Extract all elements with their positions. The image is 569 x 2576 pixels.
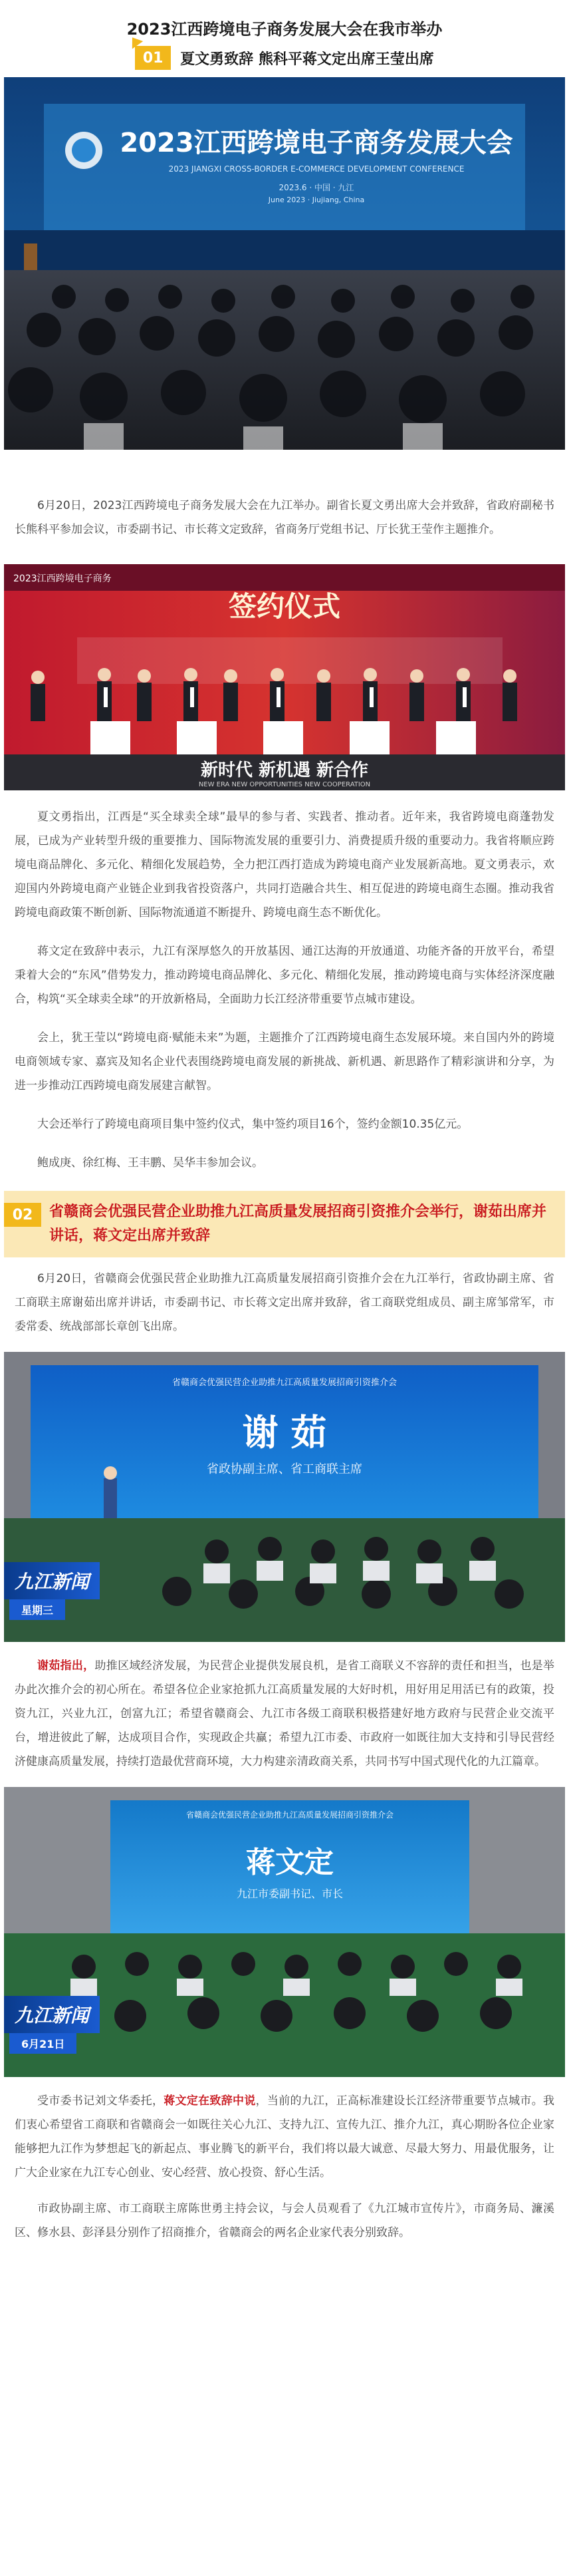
banner-date-en: June 2023 · Jiujiang, China <box>268 196 365 204</box>
news-tag-2: 九江新闻 <box>4 1996 100 2033</box>
day-tag: 星期三 <box>9 1599 65 1620</box>
section2-paragraph-3 <box>15 2089 554 2185</box>
speaker-title-2: 九江市委副书记、市长 <box>236 1887 344 1900</box>
jiang-lead: 蒋文定在致辞中说 <box>164 2094 256 2108</box>
section1-paragraph-2: 夏文勇指出，江西是“买全球卖全球”最早的参与者、实践者、推动者。近年来，我省跨境电商蓬勃发展，已成为产业转型升级的重要推力、国际物流发展的重要引力、消费提质升级的重要动力。我省将顺应跨境电商品牌化、多元化、精细化发展趋势，全力把江西打造成为跨境电商产业发展新高地。夏文勇表示，欢迎国内外跨境电商产业链企业到我省投资落户，共同打造融合共生、相互促进的跨境电商生态圈。推动我省跨境电商政策不断创新、国际物流通道不断提升、跨境电商生态不断优化。 <box>15 810 554 919</box>
banner-date: 2023.6 · 中国 · 九江 <box>279 183 354 192</box>
xieru-rest: 助推区域经济发展，为民营企业提供发展良机，是省工商联义不容辞的责任和担当，也是举办此次推介会的初心所在。希望各位企业家抢抓九江高质量发展的大好时机，用好用足用活已有的政策，投资九江，兴业九江，创富九江；希望省赣商会、九江市各级工商联积极搭建好地方政府与民营企业交流平台，增进彼此了解，达成项目合作，实现政企共赢；希望九江市委、市政府一如既往加大支持和引导民营经济健康高质量发展，持续打造最优营商环境，大力构建亲清政商关系，共同书写中国式现代化的九江篇章。 <box>15 1659 555 1768</box>
banner-en: 2023 JIANGXI CROSS-BORDER E-COMMERCE DEVELOPMENT CONFERENCE <box>168 164 465 174</box>
signing-ceremony-image <box>4 564 565 790</box>
speaker-name: 谢 茹 <box>242 1412 327 1454</box>
section1-paragraph-3: 蒋文定在致辞中表示，九江有深厚悠久的开放基因、通江达海的开放通道、功能齐备的开放平台，希望秉着大会的“东风”借势发力，推动跨境电商品牌化、多元化、精细化发展，推动跨境电商与实体经济深度融合，构筑“买全球卖全球”的开放新格局，全面助力长江经济带重要节点城市建设。 <box>15 945 554 1006</box>
section2-paragraph-2 <box>15 1654 554 1774</box>
xieru-lead: 谢茹指出， <box>37 1659 95 1673</box>
section2-paragraph-4: 市政协副主席、市工商联主席陈世勇主持会议，与会人员观看了《九江城市宣传片》，市商务局、濂溪区、修水县、彭泽县分别作了招商推介，省赣商会的两名企业家代表分别致辞。 <box>15 2202 554 2239</box>
section1-subtitle: 夏文勇致辞 熊科平蒋文定出席王莹出席 <box>180 51 434 68</box>
jiang-intro: 受市委书记刘文华委托， <box>37 2094 164 2108</box>
conference-photo <box>4 77 565 450</box>
section1-paragraph-6: 鲍成庚、徐红梅、王丰鹏、吴华丰参加会议。 <box>37 1156 263 1170</box>
screen-header: 省赣商会优强民营企业助推九江高质量发展招商引资推介会 <box>171 1378 398 1388</box>
speaker-name-2: 蒋文定 <box>246 1846 334 1879</box>
section2-title: 省赣商会优强民营企业助推九江高质量发展招商引资推介会举行，谢茹出席并讲话，蒋文定出席并致辞 <box>49 1204 547 1244</box>
section1-paragraph-4: 会上，犹王莹以“跨境电商·赋能未来”为题，主题推介了江西跨境电商生态发展环境。来自国内外的跨境电商领域专家、嘉宾及知名企业代表围绕跨境电商发展的新挑战、新机遇、新思路作了精彩演讲和分享，为进一步推动江西跨境电商发展建言献智。 <box>15 1031 554 1092</box>
section1-headline: 2023江西跨境电子商务发展大会在我市举办 <box>126 20 443 39</box>
section2-header <box>4 1191 565 1257</box>
slogan-en: NEW ERA NEW OPPORTUNITIES NEW COOPERATION <box>198 781 371 788</box>
screen-header-2: 省赣商会优强民营企业助推九江高质量发展招商引资推介会 <box>185 1810 394 1820</box>
jiangwending-speech-image <box>4 1787 565 2077</box>
section1-paragraph-5: 大会还举行了跨境电商项目集中签约仪式，集中签约项目16个，签约金额10.35亿元。 <box>37 1118 469 1131</box>
section1-subrow <box>32 46 537 70</box>
signing-title: 签约仪式 <box>228 590 341 623</box>
section2-number-badge: 02 <box>4 1203 41 1227</box>
banner-title: 2023江西跨境电子商务发展大会 <box>120 128 513 158</box>
date-tag-2: 6月21日 <box>9 2033 76 2054</box>
conference-hall-image <box>4 77 565 450</box>
jiangwending-speech-photo <box>4 1787 565 2077</box>
news-tag: 九江新闻 <box>4 1562 100 1599</box>
jiang-rest: ，当前的九江，正高标准建设长江经济带重要节点城市。我们衷心希望省工商联和省赣商会一如既往关心九江、支持九江、宣传九江、推介九江，真心期盼各位企业家能够把九江作为梦想起飞的新起点、事业腾飞的新平台，我们将以最大诚意、尽最大努力、用最优服务，让广大企业家在九江专心创业、安心经营、放心投资、舒心生活。 <box>15 2094 555 2179</box>
speaker-title: 省政协副主席、省工商联主席 <box>207 1462 362 1476</box>
xieru-speech-photo <box>4 1352 565 1642</box>
section1-number-badge: 01 <box>135 46 171 70</box>
section1-header <box>32 0 537 68</box>
stage-label: 2023江西跨境电子商务 <box>13 573 112 584</box>
section1-paragraph-1: 6月20日，2023江西跨境电子商务发展大会在九江举办。副省长夏文勇出席大会并致辞，省政府副秘书长熊科平参加会议，市委副书记、市长蒋文定致辞，省商务厅党组书记、厅长犹王莹作主题推介。 <box>15 499 554 536</box>
signing-ceremony-photo <box>4 564 565 790</box>
slogan-cn: 新时代 新机遇 新合作 <box>200 760 369 780</box>
section2-paragraph-1: 6月20日，省赣商会优强民营企业助推九江高质量发展招商引资推介会在九江举行，省政协副主席、省工商联主席谢茹出席并讲话，市委副书记、市长蒋文定出席并致辞，省工商联党组成员、副主席邹常军，市委常委、统战部部长章创飞出席。 <box>15 1272 554 1333</box>
